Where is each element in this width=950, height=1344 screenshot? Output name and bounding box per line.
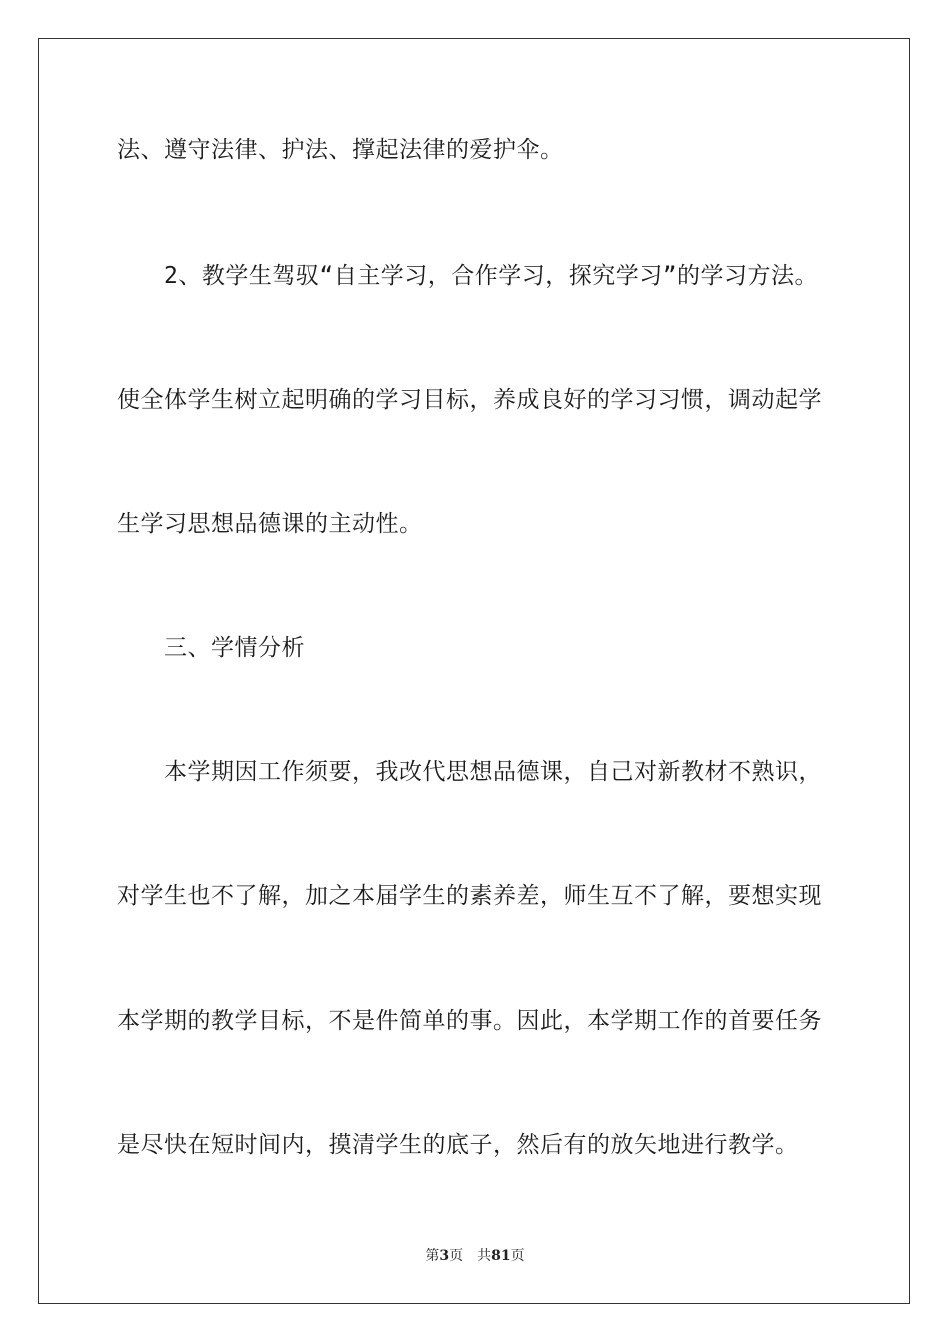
total-prefix: 共 <box>477 1248 492 1264</box>
page-number: 3 <box>439 1248 450 1264</box>
paragraph-line-3: 使全体学生树立起明确的学习目标，养成良好的学习习惯，调动起学 <box>117 387 822 413</box>
total-suffix: 页 <box>510 1248 525 1264</box>
section-heading: 三、学情分析 <box>164 635 305 661</box>
total-pages: 81 <box>491 1248 511 1264</box>
page-suffix: 页 <box>449 1248 464 1264</box>
paragraph-line-2: 2、教学生驾驭“自主学习，合作学习，探究学习”的学习方法。 <box>164 263 819 289</box>
paragraph-line-1: 法、遵守法律、护法、撑起法律的爱护伞。 <box>117 137 564 163</box>
page-footer <box>0 1247 950 1265</box>
page-prefix: 第 <box>425 1248 440 1264</box>
paragraph-line-8: 本学期的教学目标，不是件简单的事。因此，本学期工作的首要任务 <box>117 1008 822 1034</box>
paragraph-line-4: 生学习思想品德课的主动性。 <box>117 511 423 537</box>
paragraph-line-9: 是尽快在短时间内，摸清学生的底子，然后有的放矢地进行教学。 <box>117 1132 799 1158</box>
page-border <box>38 38 910 1304</box>
paragraph-line-6: 本学期因工作须要，我改代思想品德课，自己对新教材不熟识， <box>164 759 822 785</box>
paragraph-line-7: 对学生也不了解，加之本届学生的素养差，师生互不了解，要想实现 <box>117 883 822 909</box>
